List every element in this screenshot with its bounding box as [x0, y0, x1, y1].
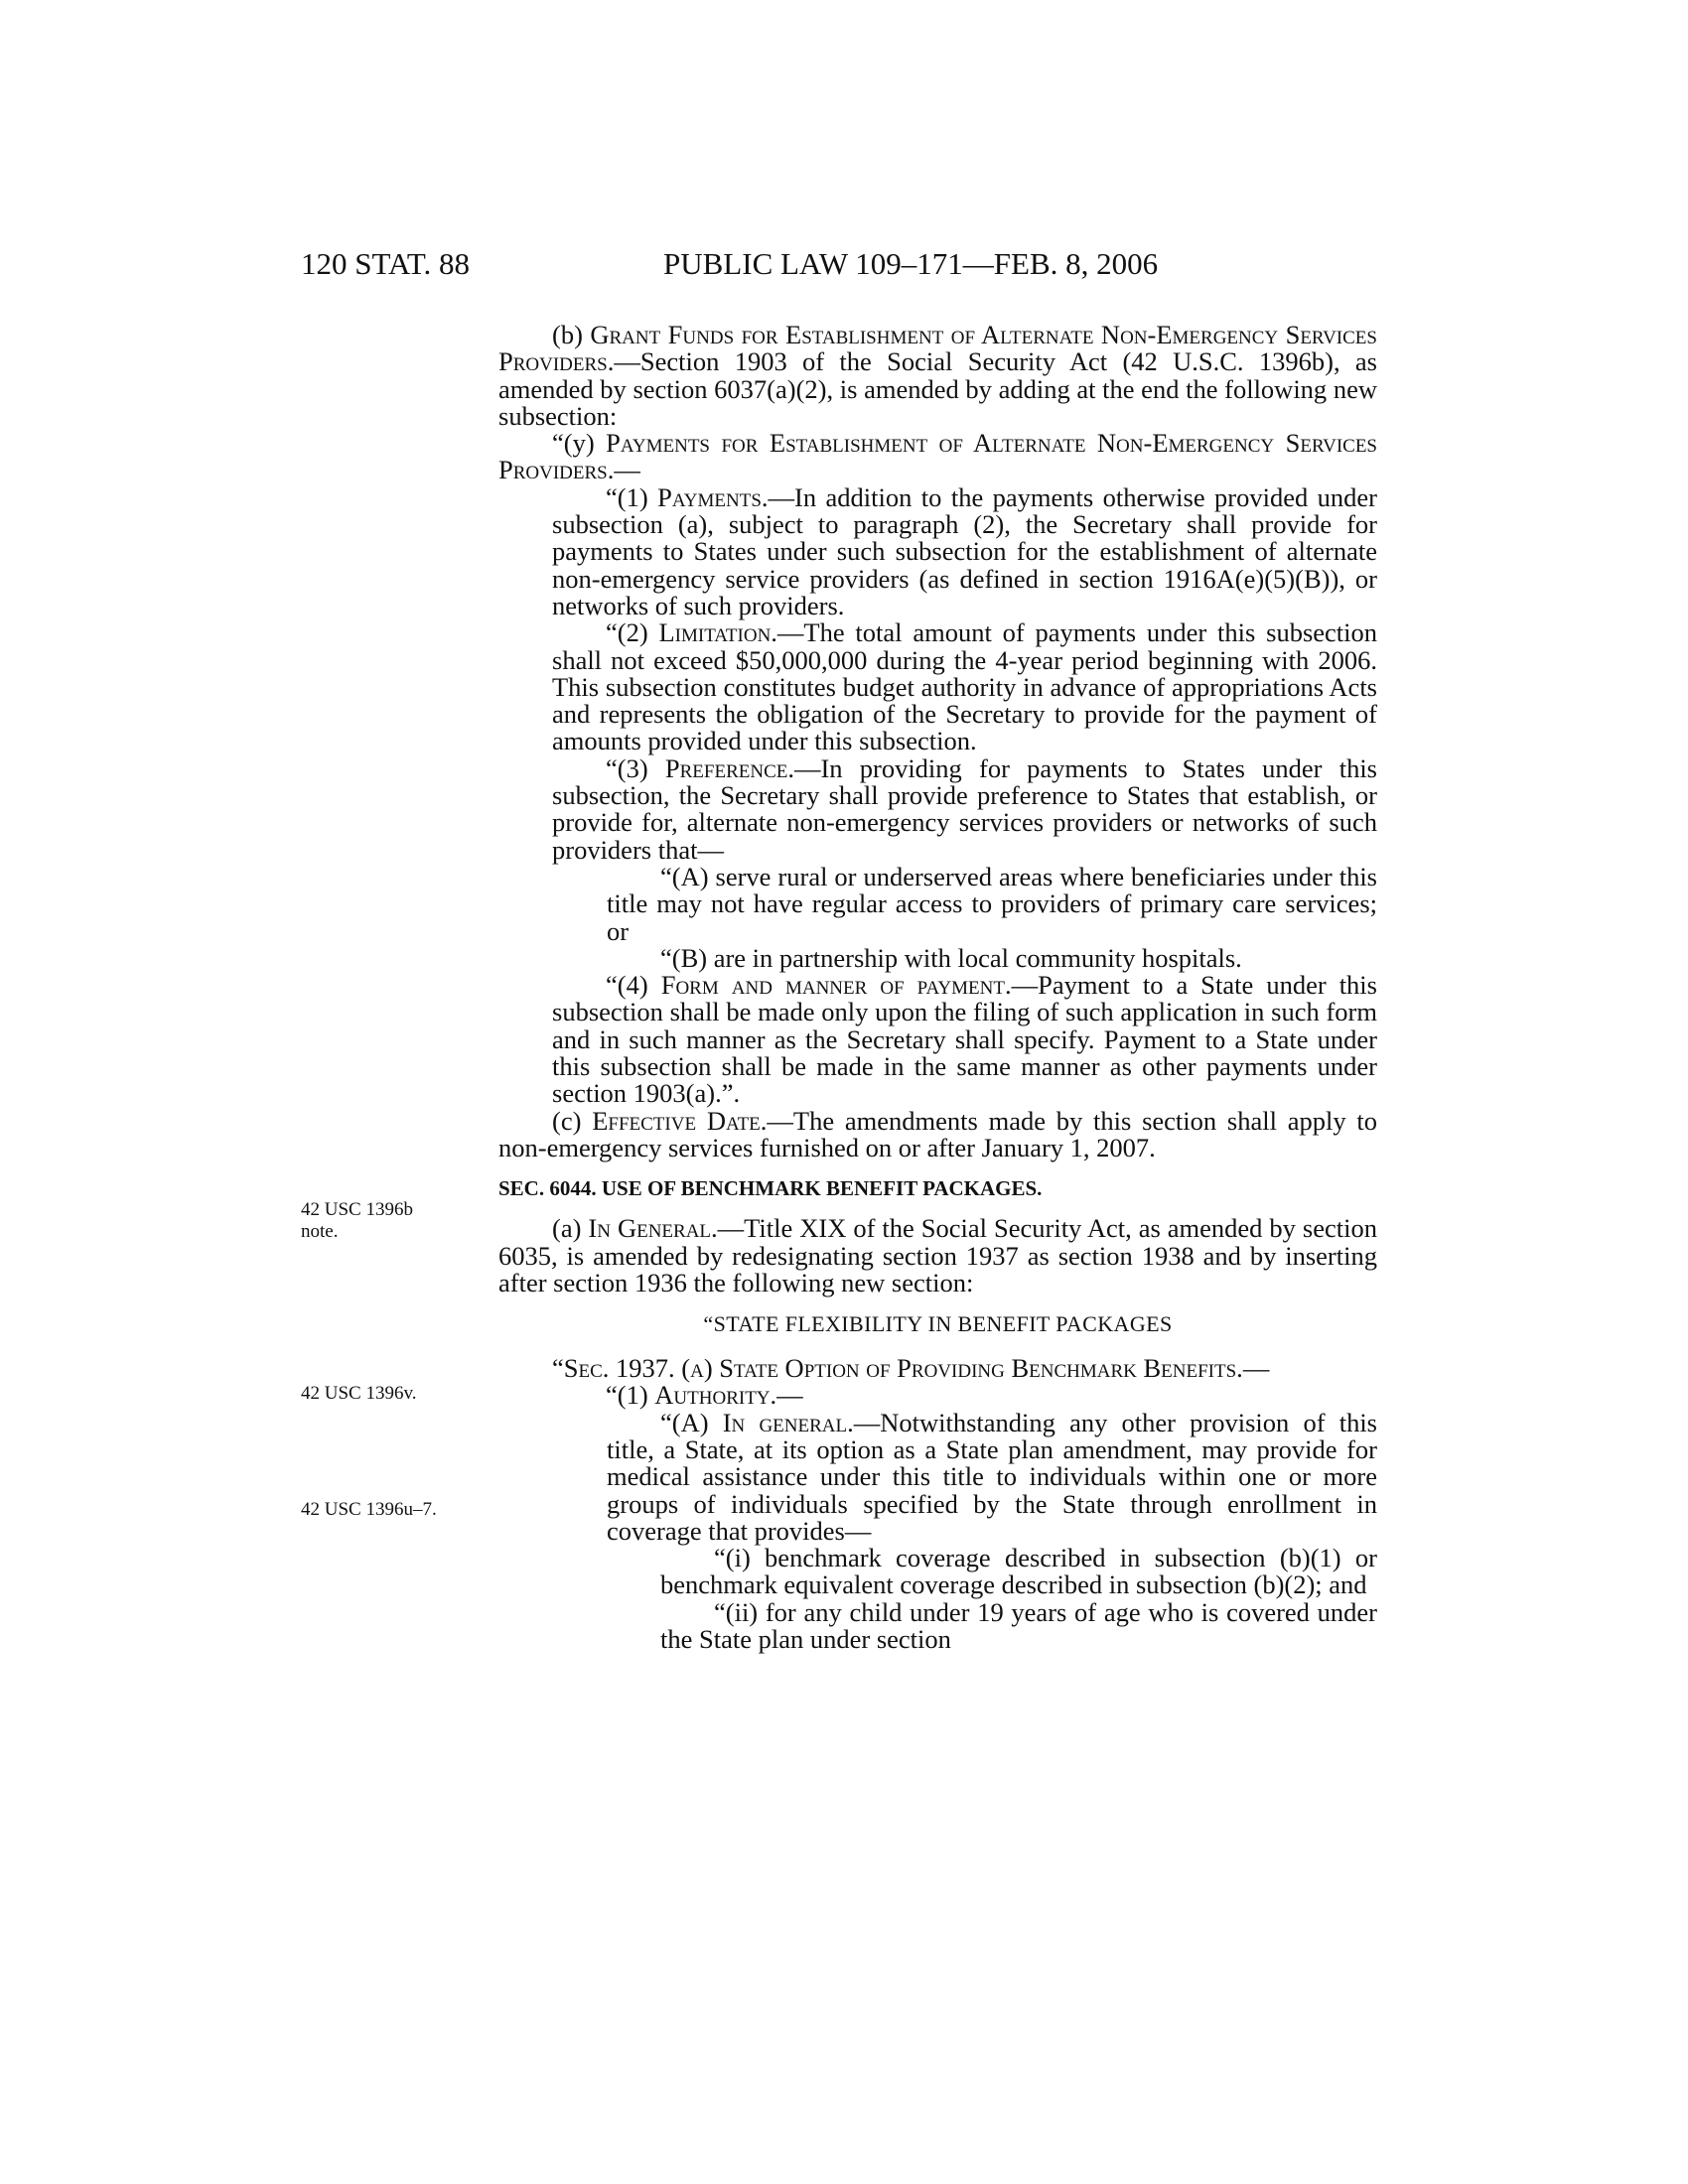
subsection-heading: Payments for Establishment of Alternate Non-Emergency Services Providers. — [498, 428, 1377, 485]
paragraph-text: —Payment to a State under this subsection shall be made only upon the filing of such application in such form and in such manner as the Secretary shall specify. Payment to a State under this subsection shall be made in the same manner as other payments under section 1903(a).”. — [552, 970, 1377, 1109]
subsection-heading: Grant Funds for Establishment of Alternate Non-Emergency Services Providers. — [498, 320, 1377, 377]
paragraph-text: —In addition to the payments otherwise provided under subsection (a), subject to paragraph (2), the Secretary shall provide for payments to States under such subsection for the establishment of alternate non-emergency service providers (as defined in section 1916A(e)(5)(B)), or networks of such providers. — [552, 481, 1377, 620]
subparagraph-text: —Notwithstanding any other provision of this title, a State, at its option as a State plan amendment, may provide for medical assistance under this title to individuals within one or more groups of individuals specified by the State through enrollment in coverage that provides— — [607, 1407, 1377, 1546]
clause-ii: “(ii) for any child under 19 years of age who is covered under the State plan under section — [660, 1596, 1377, 1655]
paragraph-label: “(1) — [606, 481, 658, 512]
subsection-heading: Effective Date. — [592, 1105, 768, 1136]
margin-note-citation: 42 USC 1396v. — [301, 1383, 417, 1404]
subsection-label: “(y) — [552, 428, 607, 459]
subsection-text: —Section 1903 of the Social Security Act (42 U.S.C. 1396b), as amended by section 6037(a)(2), is amended by adding at the end the following new subsection: — [498, 346, 1377, 431]
paragraph-heading: Limitation. — [658, 617, 777, 648]
paragraph-2 — [498, 619, 1377, 754]
subsection-c — [498, 1105, 1377, 1162]
subsection-a — [498, 1215, 1377, 1297]
subparagraph-b: “(B) are in partnership with local community hospitals. — [660, 942, 1242, 973]
section-1937-heading — [498, 1355, 1377, 1382]
subsection-heading: In General. — [588, 1213, 718, 1244]
subsection-b — [498, 322, 1377, 430]
centered-section-title: “STATE FLEXIBILITY IN BENEFIT PACKAGES — [703, 1311, 1173, 1337]
page-number: 120 STAT. 88 — [301, 246, 471, 281]
margin-note-citation: 42 USC 1396b note. — [301, 1199, 413, 1242]
authority-heading — [498, 1382, 1377, 1409]
paragraph-text: —In providing for payments to States under this subsection, the Secretary shall provide preference to States that establish, or provide for, alternate non-emergency services providers or networks of such providers that— — [552, 752, 1377, 865]
paragraph-heading: Payments. — [657, 481, 769, 512]
subsection-label: (b) — [552, 320, 591, 349]
heading-dash: — — [1242, 1353, 1270, 1384]
document-body — [498, 322, 1377, 1653]
paragraph-heading: Preference. — [664, 752, 794, 783]
subparagraph-a: “(A) serve rural or underserved areas where beneficiaries under this title may not have regular access to providers of primary care services; or — [607, 861, 1377, 946]
paragraph-1 — [498, 481, 1377, 620]
paragraph-text: —The total amount of payments under this subsection shall not exceed $50,000,000 during the 4-year period beginning with 2006. This subsection constitutes budget authority in advance of appropriations Acts and represents the obligation of the Secretary to provide for the payment of amounts provided under this subsection. — [552, 617, 1378, 756]
section-label: “Sec. 1937. (a) — [552, 1353, 720, 1384]
subsection-text: —Title XIX of the Social Security Act, as amended by section 6035, is amended by redesignating section 1937 as section 1938 and by inserting after section 1936 the following new section: — [498, 1213, 1377, 1297]
subparagraph-heading: In general. — [722, 1407, 854, 1437]
heading-dash: — — [776, 1380, 803, 1411]
subsection-label: (a) — [552, 1213, 589, 1244]
subparagraph-label: “(A) — [660, 1407, 723, 1437]
clause-i: “(i) benchmark coverage described in subsection (b)(1) or benchmark equivalent coverage described in subsection (b)(2); and — [660, 1543, 1377, 1600]
paragraph-3 — [498, 752, 1377, 865]
paragraph-4 — [498, 972, 1377, 1107]
subparagraph-in-general — [498, 1407, 1377, 1546]
subsection-label: (c) — [552, 1105, 593, 1136]
section-subheading: State Option of Providing Benchmark Benefits. — [719, 1353, 1243, 1384]
law-title: PUBLIC LAW 109–171—FEB. 8, 2006 — [663, 246, 1159, 281]
paragraph-label: “(3) — [606, 752, 665, 783]
paragraph-heading: Authority. — [654, 1380, 777, 1411]
running-header — [0, 246, 1688, 286]
subsection-y-heading — [498, 430, 1377, 484]
subsection-text: —The amendments made by this section shall apply to non-emergency services furnished on or after January 1, 2007. — [498, 1105, 1377, 1162]
paragraph-label: “(1) — [606, 1380, 655, 1411]
heading-dash: — — [614, 455, 640, 485]
section-heading: SEC. 6044. USE OF BENCHMARK BENEFIT PACKAGES. — [498, 1176, 1043, 1201]
paragraph-label: “(2) — [606, 617, 659, 648]
paragraph-label: “(4) — [606, 970, 661, 1001]
margin-note-citation: 42 USC 1396u–7. — [301, 1499, 437, 1520]
paragraph-heading: Form and manner of payment. — [660, 970, 1012, 1001]
